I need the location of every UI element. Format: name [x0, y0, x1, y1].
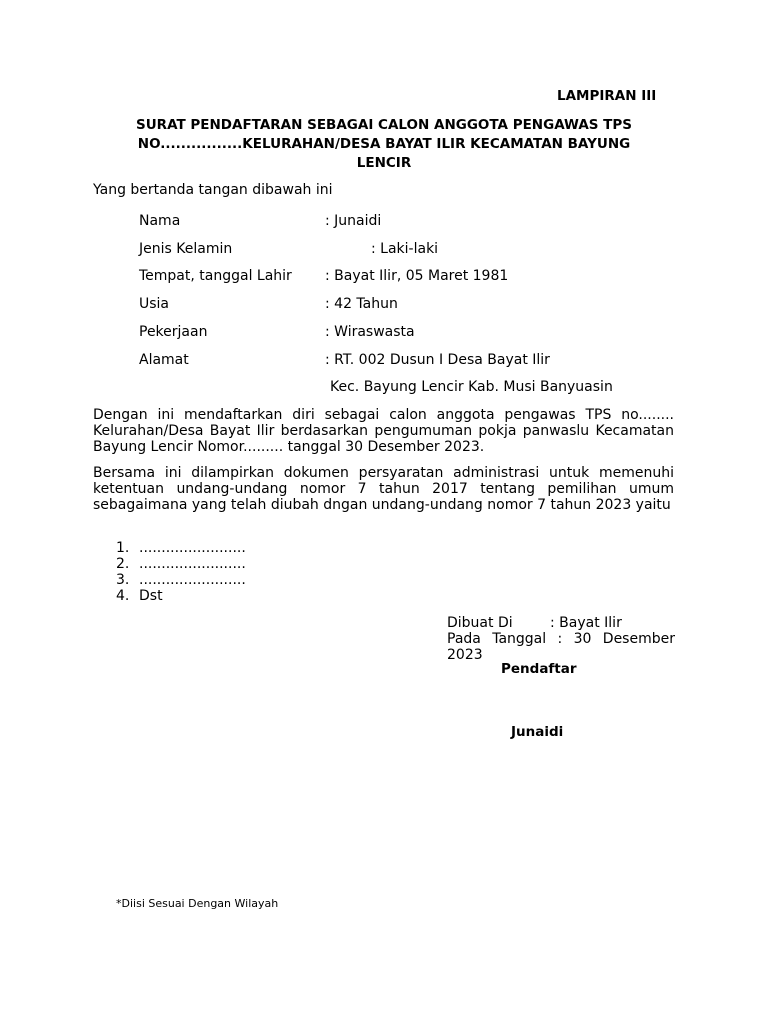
- field-value-alamat: : RT. 002 Dusun I Desa Bayat Ilir: [325, 352, 550, 368]
- field-value-nama: : Junaidi: [325, 213, 382, 229]
- title-line-3: LENCIR: [356, 155, 412, 171]
- signature-place-row: [447, 615, 675, 631]
- field-label-tempat-tanggal-lahir: Tempat, tanggal Lahir: [139, 268, 292, 284]
- list-number-1: 1.: [116, 540, 130, 556]
- signature-place-label: Dibuat Di: [447, 615, 513, 631]
- signature-date: Pada Tanggal : 30 Desember 2023: [447, 631, 675, 663]
- field-value-pekerjaan: : Wiraswasta: [325, 324, 415, 340]
- field-label-alamat: Alamat: [139, 352, 189, 368]
- list-item-2: ........................: [139, 556, 246, 572]
- footnote: *Diisi Sesuai Dengan Wilayah: [116, 897, 279, 910]
- title-line-2: NO................KELURAHAN/DESA BAYAT ILIR KECAMATAN BAYUNG: [137, 136, 631, 152]
- field-label-jenis-kelamin: Jenis Kelamin: [139, 241, 233, 257]
- list-number-4: 4.: [116, 588, 130, 604]
- field-label-pekerjaan: Pekerjaan: [139, 324, 208, 340]
- lampiran-label: LAMPIRAN III: [557, 88, 657, 104]
- field-value-tempat-tanggal-lahir: : Bayat Ilir, 05 Maret 1981: [325, 268, 509, 284]
- list-item-3: ........................: [139, 572, 246, 588]
- list-number-2: 2.: [116, 556, 130, 572]
- field-value-usia: : 42 Tahun: [325, 296, 398, 312]
- list-number-3: 3.: [116, 572, 130, 588]
- signature-place-value: : Bayat Ilir: [550, 615, 622, 631]
- signature-role: Pendaftar: [501, 661, 577, 677]
- list-item-4: Dst: [139, 588, 163, 604]
- field-label-nama: Nama: [139, 213, 181, 229]
- title-line-1: SURAT PENDAFTARAN SEBAGAI CALON ANGGOTA PENGAWAS TPS: [135, 117, 633, 133]
- field-value-jenis-kelamin: : Laki-laki: [371, 241, 439, 257]
- registration-paragraph: Dengan ini mendaftarkan diri sebagai calon anggota pengawas TPS no........ Kelurahan/Desa Bayat Ilir berdasarkan pengumuman pokja panwaslu Kecamatan Bayung Lencir Nomor......... tanggal 30 Desember 2023.: [93, 407, 674, 455]
- list-item-1: ........................: [139, 540, 246, 556]
- signature-name: Junaidi: [511, 724, 564, 740]
- field-label-usia: Usia: [139, 296, 170, 312]
- attachment-paragraph: Bersama ini dilampirkan dokumen persyaratan administrasi untuk memenuhi ketentuan undang-undang nomor 7 tahun 2017 tentang pemilihan umum sebagaimana yang telah diubah dngan undang-undang nomor 7 tahun 2023 yaitu: [93, 465, 674, 513]
- document-title: [100, 116, 668, 173]
- intro-text: Yang bertanda tangan dibawah ini: [93, 182, 333, 198]
- address-continuation: Kec. Bayung Lencir Kab. Musi Banyuasin: [330, 379, 613, 395]
